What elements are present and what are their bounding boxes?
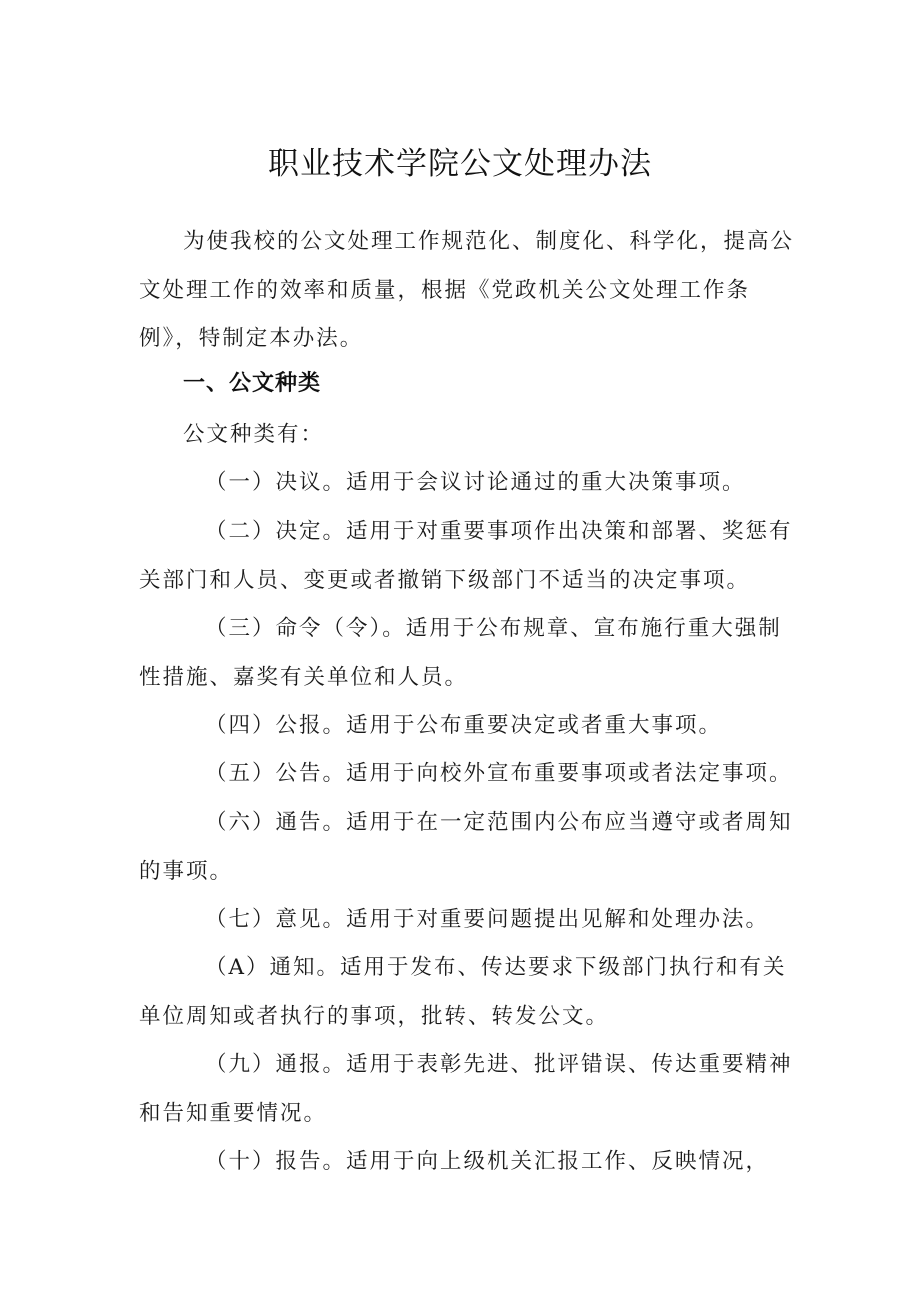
list-item-3: （三）命令（令）。适用于公布规章、宣布施行重大强制性措施、嘉奖有关单位和人员。 [139,616,782,690]
list-item-5: （五）公告。适用于向校外宣布重要事项或者法定事项。 [205,761,793,786]
list-item-4: （四）公报。适用于公布重要决定或者重大事项。 [205,713,723,738]
list-item-6: （六）通告。适用于在一定范围内公布应当遵守或者周知的事项。 [139,810,793,884]
section-heading: 一、公文种类 [183,371,322,396]
intro-paragraph: 为使我校的公文处理工作规范化、制度化、科学化，提高公文处理工作的效率和质量，根据《党政机关公文处理工作条例》，特制定本办法。 [139,229,795,351]
document-title: 职业技术学院公文处理办法 [268,146,652,182]
list-item-7: （七）意见。适用于对重要问题提出见解和处理办法。 [205,907,770,932]
list-item-1: （一）决议。适用于会议讨论通过的重大决策事项。 [205,470,746,495]
list-item-9: （九）通报。适用于表彰先进、批评错误、传达重要精神和告知重要情况。 [139,1052,793,1126]
list-item-8: （A）通知。适用于发布、传达要求下级部门执行和有关单位周知或者执行的事项，批转、转发公文。 [139,955,787,1029]
section-lead: 公文种类有： [183,422,325,447]
list-item-2: （二）决定。适用于对重要事项作出决策和部署、奖惩有关部门和人员、变更或者撤销下级部门不适当的决定事项。 [139,519,793,593]
list-item-10: （十）报告。适用于向上级机关汇报工作、反映情况， [205,1149,770,1174]
